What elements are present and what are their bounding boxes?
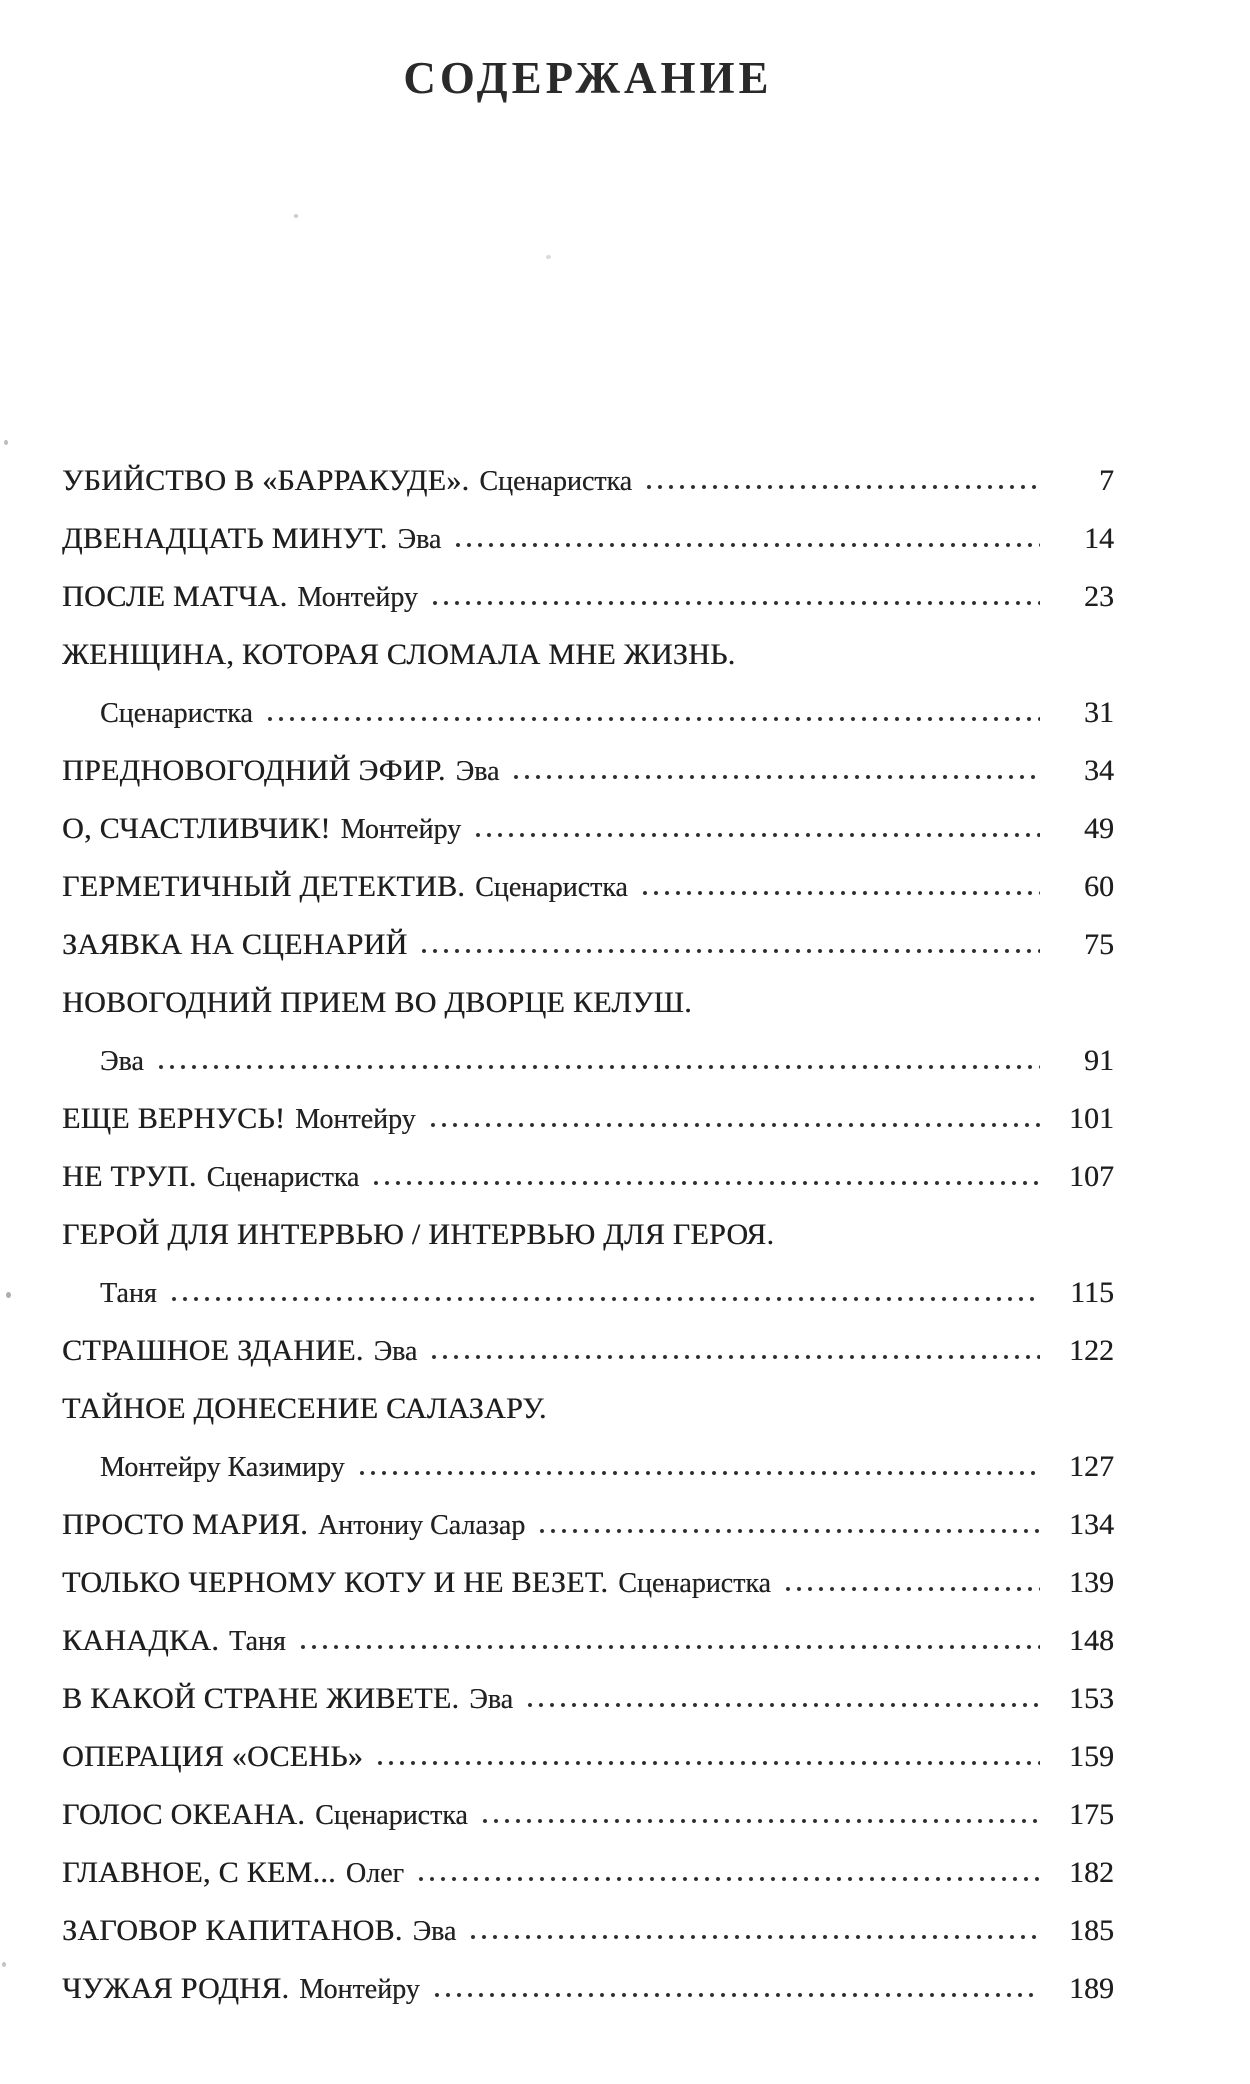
entry-page-number: 189 (1069, 1972, 1114, 2005)
toc-entry (62, 742, 1114, 800)
scan-speck (4, 440, 8, 445)
dot-leader (432, 1992, 1040, 1998)
entry-page-number: 49 (1084, 812, 1114, 845)
entry-page-number: 101 (1069, 1102, 1114, 1135)
dot-leader (511, 774, 1040, 780)
dot-leader (156, 1064, 1040, 1070)
entry-title: ЗАЯВКА НА СЦЕНАРИЙ (62, 928, 408, 961)
entry-title: ПОСЛЕ МАТЧА. (62, 580, 288, 613)
dot-leader (537, 1528, 1040, 1534)
entry-title: ГЕРОЙ ДЛЯ ИНТЕРВЬЮ / ИНТЕРВЬЮ ДЛЯ ГЕРОЯ. (62, 1218, 775, 1251)
entry-page-number: 23 (1084, 580, 1114, 613)
toc-entry (62, 1844, 1114, 1902)
dot-leader (473, 832, 1040, 838)
entry-title: ГЛАВНОЕ, С КЕМ... (62, 1856, 336, 1889)
entry-page-number: 182 (1069, 1856, 1114, 1889)
toc-entry (62, 452, 1114, 510)
scan-speck (6, 1292, 11, 1298)
toc-entry (62, 1902, 1114, 1960)
entry-title: СТРАШНОЕ ЗДАНИЕ. (62, 1334, 364, 1367)
entry-author: Эва (412, 1916, 457, 1947)
entry-author: Эва (469, 1684, 514, 1715)
dot-leader (430, 600, 1040, 606)
entry-title: НЕ ТРУП. (62, 1160, 197, 1193)
entry-title: ПРЕДНОВОГОДНИЙ ЭФИР. (62, 754, 446, 787)
entry-author: Сценаристка (479, 466, 633, 497)
dot-leader (525, 1702, 1040, 1708)
entry-title: ПРОСТО МАРИЯ. (62, 1508, 308, 1541)
entry-page-number: 175 (1069, 1798, 1114, 1831)
dot-leader (298, 1644, 1040, 1650)
toc-entry (62, 1148, 1114, 1206)
dot-leader (428, 1122, 1040, 1128)
dot-leader (265, 716, 1040, 722)
entry-page-number: 34 (1084, 754, 1114, 787)
toc-entry (62, 1612, 1114, 1670)
toc-entry (62, 1670, 1114, 1728)
toc-entry (62, 1322, 1114, 1380)
toc-entry (62, 1090, 1114, 1148)
entry-page-number: 31 (1084, 696, 1114, 729)
entry-title: О, СЧАСТЛИВЧИК! (62, 812, 331, 845)
toc-entry (62, 974, 1114, 1032)
entry-page-number: 91 (1084, 1044, 1114, 1077)
entry-title: ОПЕРАЦИЯ «ОСЕНЬ» (62, 1740, 364, 1773)
entry-page-number: 107 (1069, 1160, 1114, 1193)
entry-title: ГЕРМЕТИЧНЫЙ ДЕТЕКТИВ. (62, 870, 466, 903)
dot-leader (468, 1934, 1040, 1940)
entry-title: В КАКОЙ СТРАНЕ ЖИВЕТЕ. (62, 1682, 460, 1715)
scan-speck (2, 1962, 6, 1967)
dot-leader (453, 542, 1040, 548)
entry-page-number: 14 (1084, 522, 1114, 555)
entry-author: Сценаристка (100, 698, 253, 729)
dot-leader (416, 1876, 1040, 1882)
entry-title: ГОЛОС ОКЕАНА. (62, 1798, 306, 1831)
dot-leader (644, 484, 1040, 490)
entry-author: Эва (373, 1336, 418, 1367)
entry-author: Таня (100, 1278, 157, 1309)
entry-page-number: 75 (1084, 928, 1114, 961)
entry-author: Сценаристка (618, 1568, 771, 1599)
entry-title: НОВОГОДНИЙ ПРИЕМ ВО ДВОРЦЕ КЕЛУШ. (62, 986, 692, 1019)
toc-entry (62, 916, 1114, 974)
toc-entry (62, 1554, 1114, 1612)
dot-leader (480, 1818, 1040, 1824)
entry-author: Олег (345, 1858, 404, 1889)
entry-title: ЖЕНЩИНА, КОТОРАЯ СЛОМАЛА МНЕ ЖИЗНЬ. (62, 638, 736, 671)
entry-title: ЧУЖАЯ РОДНЯ. (62, 1972, 290, 2005)
toc-entry-continuation (62, 1264, 1114, 1322)
entry-author: Сценаристка (475, 872, 628, 903)
entry-title: ТАЙНОЕ ДОНЕСЕНИЕ САЛАЗАРУ. (62, 1392, 547, 1425)
dot-leader (429, 1354, 1040, 1360)
entry-title: ЕЩЕ ВЕРНУСЬ! (62, 1102, 286, 1135)
toc-entry (62, 626, 1114, 684)
toc-entry (62, 800, 1114, 858)
toc-entry (62, 1496, 1114, 1554)
dot-leader (371, 1180, 1040, 1186)
page-title: СОДЕРЖАНИЕ (403, 53, 773, 103)
entry-page-number: 185 (1069, 1914, 1114, 1947)
entry-author: Монтейру Казимиру (100, 1452, 345, 1483)
entry-page-number: 7 (1099, 464, 1114, 497)
dot-leader (640, 890, 1040, 896)
toc-entry-continuation (62, 1438, 1114, 1496)
entry-page-number: 153 (1069, 1682, 1114, 1715)
entry-page-number: 122 (1069, 1334, 1114, 1367)
entry-author: Монтейру (295, 1104, 416, 1135)
entry-author: Монтейру (340, 814, 462, 845)
dot-leader (419, 948, 1040, 954)
entry-author: Эва (455, 756, 500, 787)
scan-speck (294, 214, 298, 218)
toc-entry (62, 1728, 1114, 1786)
entry-author: Антониу Салазар (317, 1510, 526, 1541)
toc-list (62, 452, 1114, 2018)
dot-leader (357, 1470, 1040, 1476)
dot-leader (783, 1586, 1040, 1592)
toc-entry-continuation (62, 1032, 1114, 1090)
entry-title: УБИЙСТВО В «БАРРАКУДЕ». (62, 464, 470, 497)
entry-page-number: 139 (1069, 1566, 1114, 1599)
entry-author: Монтейру (297, 582, 418, 613)
toc-entry (62, 1960, 1114, 2018)
entry-page-number: 148 (1069, 1624, 1114, 1657)
dot-leader (375, 1760, 1040, 1766)
toc-entry (62, 1206, 1114, 1264)
scan-speck (546, 255, 551, 259)
entry-page-number: 115 (1070, 1276, 1114, 1309)
entry-title: ТОЛЬКО ЧЕРНОМУ КОТУ И НЕ ВЕЗЕТ. (62, 1566, 609, 1599)
toc-entry (62, 568, 1114, 626)
entry-title: ЗАГОВОР КАПИТАНОВ. (62, 1914, 403, 1947)
toc-entry (62, 1380, 1114, 1438)
entry-author: Эва (397, 524, 442, 555)
entry-author: Таня (229, 1626, 286, 1657)
dot-leader (169, 1296, 1040, 1302)
toc-entry (62, 1786, 1114, 1844)
entry-page-number: 127 (1069, 1450, 1114, 1483)
entry-page-number: 60 (1084, 870, 1114, 903)
entry-author: Сценаристка (206, 1162, 360, 1193)
toc-entry-continuation (62, 684, 1114, 742)
entry-title: КАНАДКА. (62, 1624, 220, 1657)
entry-author: Монтейру (299, 1974, 420, 2005)
entry-page-number: 159 (1069, 1740, 1114, 1773)
entry-author: Сценаристка (315, 1800, 468, 1831)
entry-title: ДВЕНАДЦАТЬ МИНУТ. (62, 522, 388, 555)
entry-page-number: 134 (1069, 1508, 1114, 1541)
toc-entry (62, 858, 1114, 916)
entry-author: Эва (100, 1046, 144, 1077)
toc-entry (62, 510, 1114, 568)
